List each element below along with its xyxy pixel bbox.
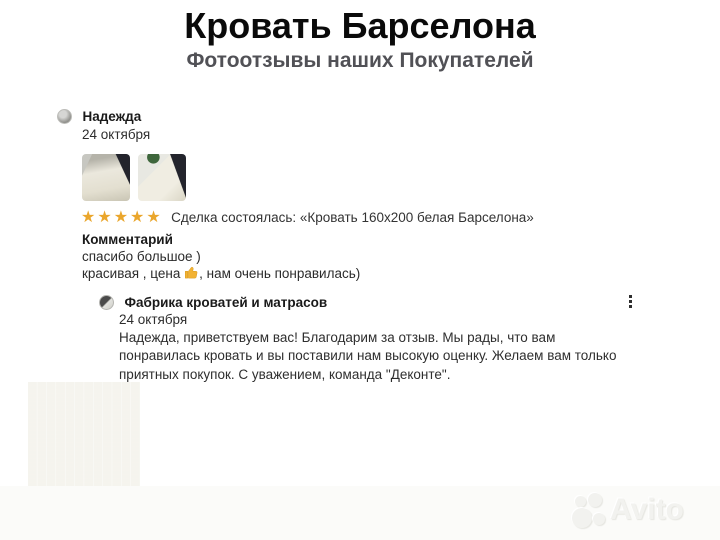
page-subtitle: Фотоотзывы наших Покупателей	[186, 49, 534, 73]
kebab-menu-icon[interactable]	[624, 295, 636, 311]
avito-logo-dot-large	[572, 508, 592, 528]
header	[0, 4, 720, 73]
rating-row	[81, 207, 534, 227]
reply-date: 24 октября	[119, 312, 188, 327]
seller-name: Фабрика кроватей и матрасов	[124, 295, 328, 310]
page-title: Кровать Барселона	[184, 5, 536, 46]
seller-avatar	[99, 295, 114, 310]
avito-logo-dot-medium	[588, 493, 602, 507]
reviewer-header	[57, 108, 141, 126]
avito-watermark	[572, 493, 712, 533]
review-date: 24 октября	[82, 127, 151, 142]
avito-logo-dot-small2	[593, 513, 605, 525]
comment-line-2-text-before: красивая , цена	[82, 266, 185, 281]
review-photos	[82, 154, 190, 201]
seller-reply-header	[99, 294, 327, 312]
thumbs-up-emoji-icon	[184, 265, 199, 283]
review-photo-thumbnail-2[interactable]	[138, 154, 186, 201]
review-photo-thumbnail-1[interactable]	[82, 154, 130, 201]
comment-line-1: спасибо большое )	[82, 249, 201, 264]
comment-label: Комментарий	[82, 232, 173, 247]
comment-line-2	[82, 265, 360, 283]
comment-line-2-text-after: , нам очень понравилась)	[199, 266, 361, 281]
reply-body-text: Надежда, приветствуем вас! Благодарим за отзыв. Мы рады, что вам понравилась кровать и вы поставили нам высокую оценку. Желаем вам только приятных покупок. С уважением, команда "Деконте".	[119, 330, 617, 382]
deal-text: Сделка состоялась: «Кровать 160x200 белая Барселона»	[171, 209, 534, 225]
reviewer-avatar	[57, 109, 72, 124]
star-rating-icons: ★★★★★	[81, 209, 163, 226]
reviewer-name: Надежда	[82, 109, 142, 124]
avito-wordmark: Avito	[610, 493, 684, 526]
avito-logo-dot-small	[575, 496, 586, 507]
